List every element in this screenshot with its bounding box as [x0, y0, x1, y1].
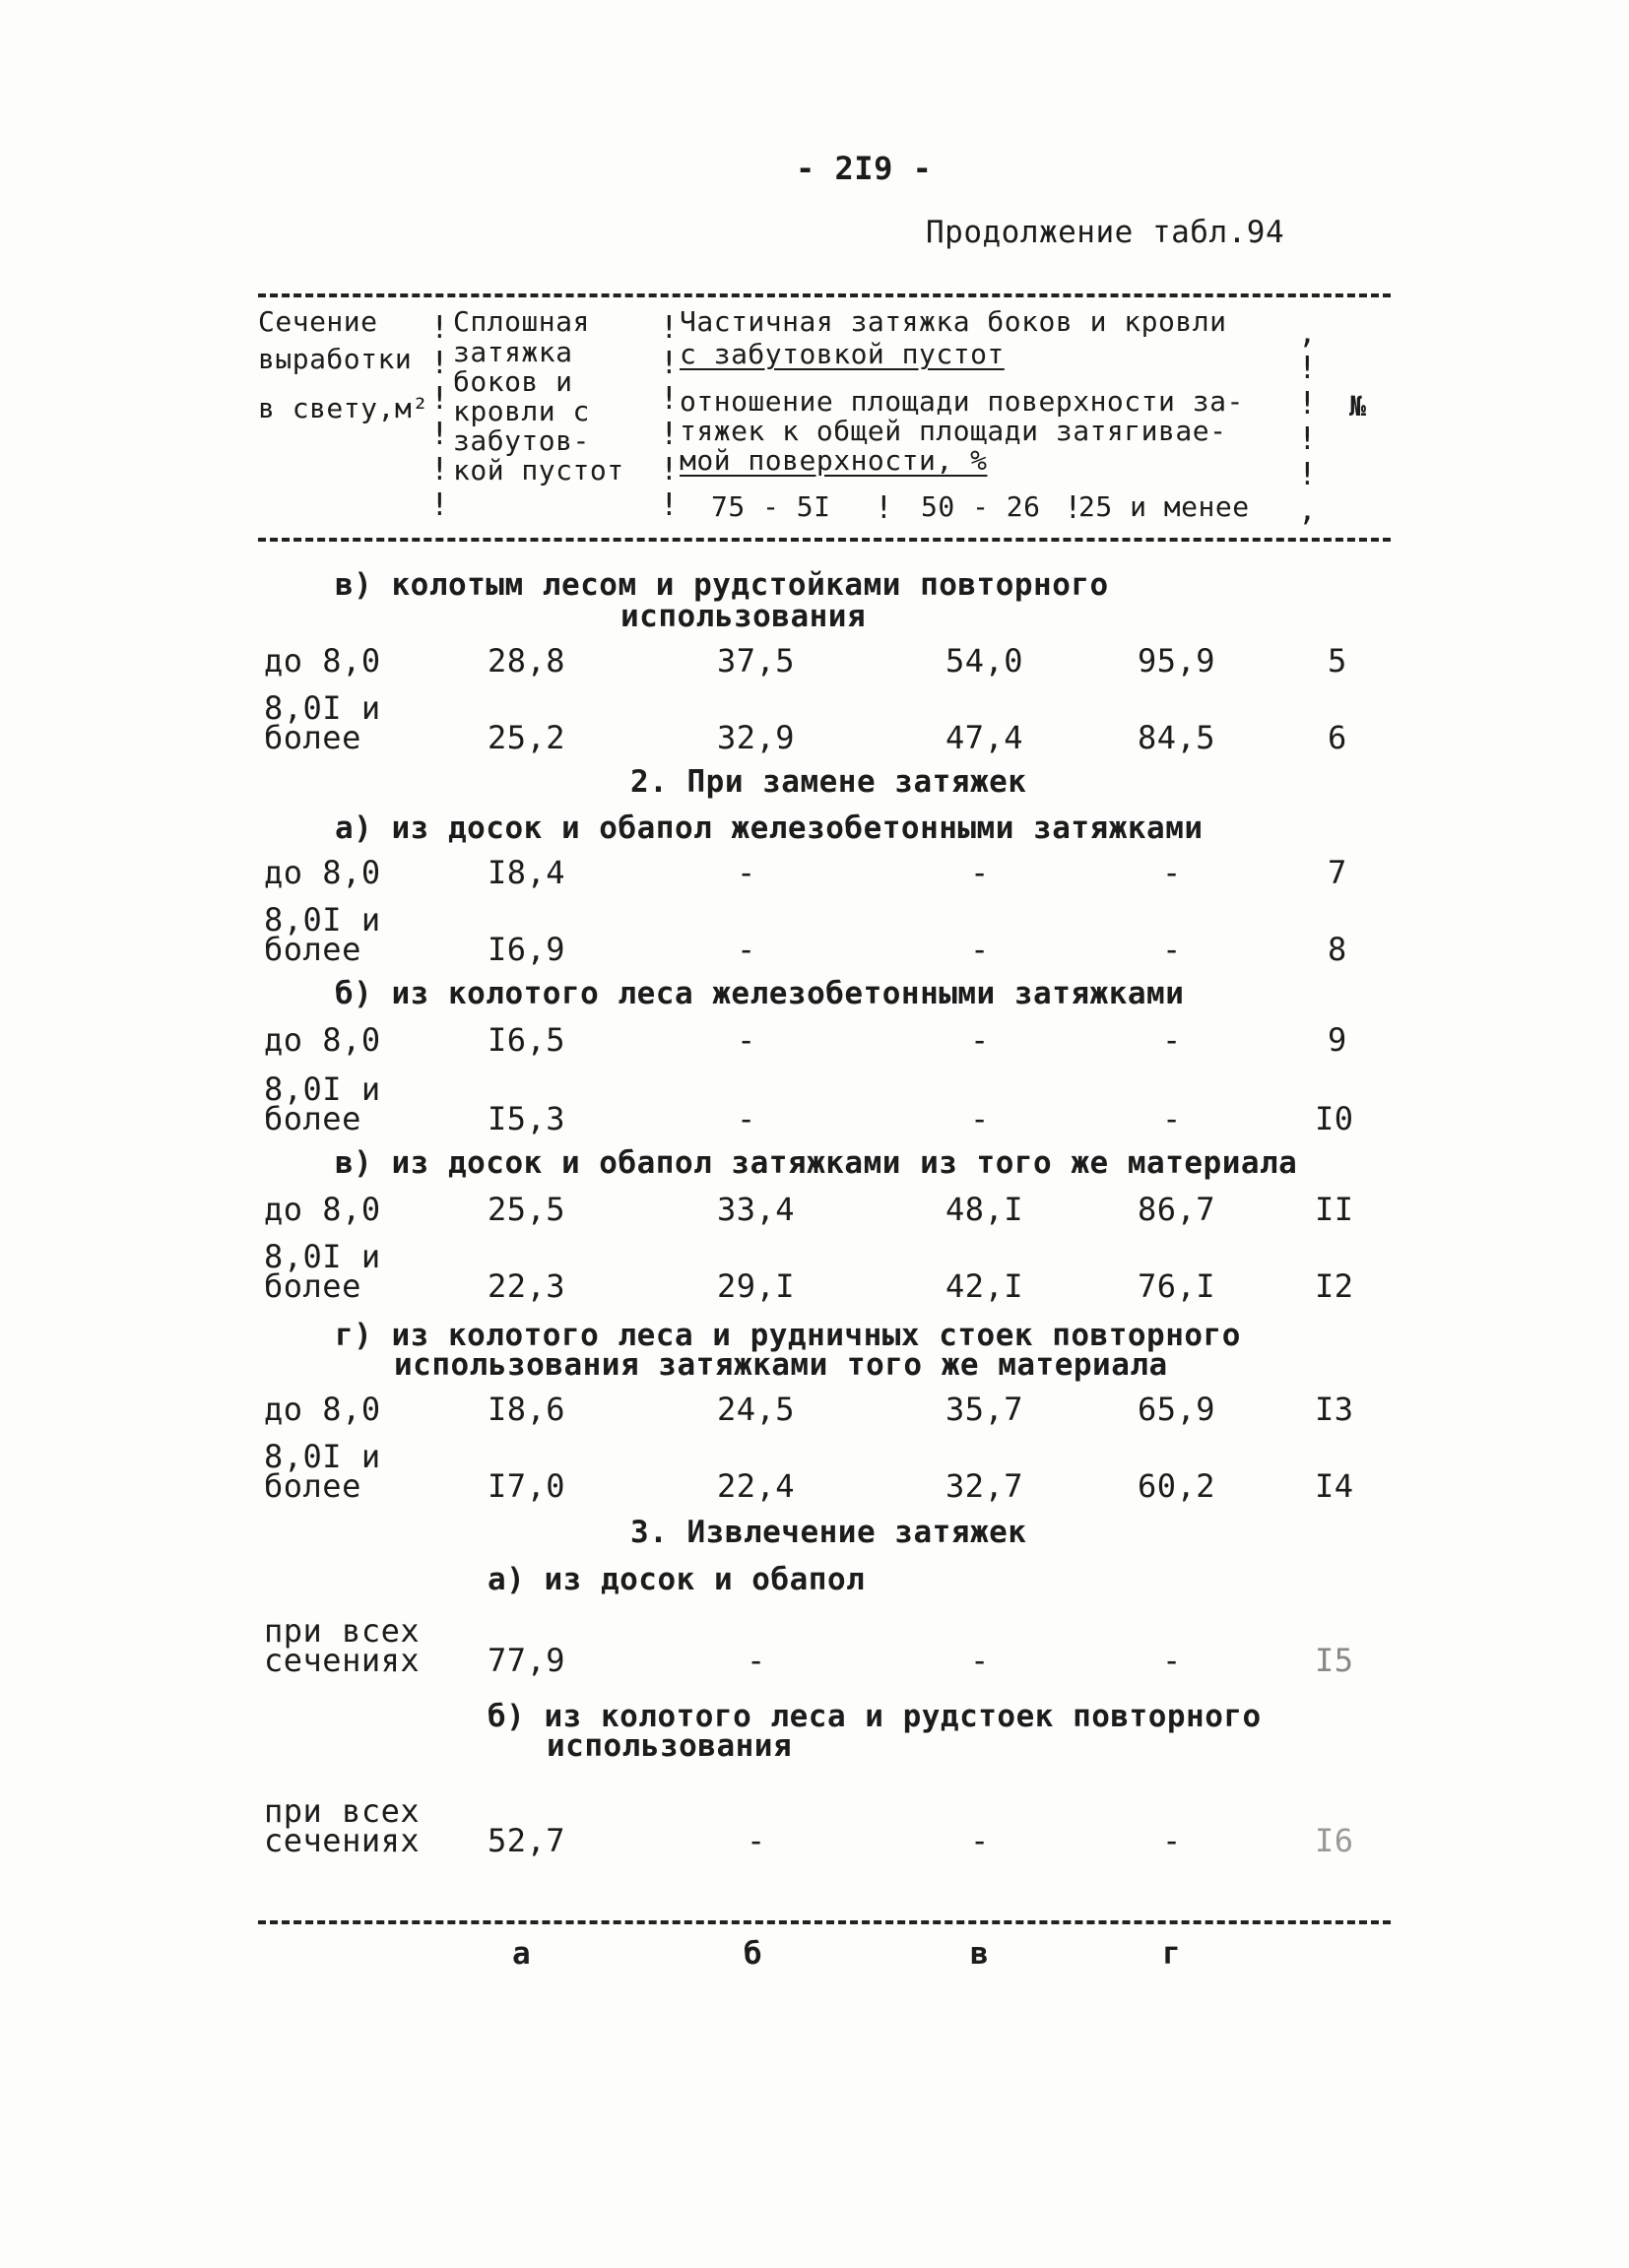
cell-50-26: -	[970, 931, 990, 968]
cell-25-less: -	[1162, 1100, 1182, 1137]
cell-50-26: -	[970, 1100, 990, 1137]
row-section-cont: сечениях	[264, 1642, 421, 1679]
cell-50-26: 54,0	[945, 642, 1024, 680]
cell-solid: 25,2	[488, 719, 566, 756]
cell-25-less: 60,2	[1138, 1467, 1216, 1505]
header-section-3: в свету,м²	[258, 392, 429, 424]
subheading-1-cont: использования	[620, 599, 867, 634]
row-section: при всех	[264, 1792, 421, 1830]
row-number: 9	[1328, 1021, 1347, 1059]
header-bar-band-1: !	[875, 490, 894, 526]
section-heading-2: 2. При замене затяжек	[630, 764, 1027, 800]
subheading-2b: б) из колотого леса железобетонными затяжками	[335, 976, 1185, 1011]
cell-75-51: 24,5	[717, 1391, 796, 1428]
subheading-2d: г) из колотого леса и рудничных стоек повторного	[335, 1318, 1241, 1353]
row-section-cont: более	[264, 1467, 361, 1505]
column-letter-b: б	[744, 1936, 763, 1972]
bottom-rule	[258, 1920, 1391, 1924]
cell-25-less: 84,5	[1138, 719, 1216, 756]
row-number: I4	[1315, 1467, 1354, 1505]
cell-75-51: 37,5	[717, 642, 796, 680]
header-bar-mid: ! ! ! ! ! !	[660, 310, 680, 523]
header-solid-2: затяжка	[453, 336, 573, 368]
cell-solid: I5,3	[488, 1100, 566, 1137]
cell-25-less: 65,9	[1138, 1391, 1216, 1428]
header-partial-title: Частичная затяжка боков и кровли	[680, 305, 1227, 338]
cell-50-26: -	[970, 1822, 990, 1859]
header-solid-1: Сплошная	[453, 305, 590, 338]
header-bar-right: , ! ! ! ! ,	[1298, 315, 1318, 528]
header-section-1: Сечение	[258, 305, 378, 338]
column-letter-v: в	[970, 1936, 990, 1972]
row-section-cont: более	[264, 1100, 361, 1137]
cell-50-26: -	[970, 1642, 990, 1679]
cell-75-51: -	[737, 1021, 756, 1059]
cell-50-26: 47,4	[945, 719, 1024, 756]
row-number: 5	[1328, 642, 1347, 680]
top-rule	[258, 293, 1391, 297]
cell-solid: 28,8	[488, 642, 566, 680]
cell-solid: 25,5	[488, 1191, 566, 1228]
header-solid-3: боков и	[453, 365, 573, 398]
header-solid-6: кой пустот	[453, 454, 624, 486]
cell-75-51: -	[747, 1822, 766, 1859]
row-section: 8,0I и	[264, 1238, 381, 1275]
subheading-2d-cont: использования затяжками того же материала	[394, 1347, 1168, 1383]
header-partial-title-2: с забутовкой пустот	[680, 338, 1005, 370]
row-section: 8,0I и	[264, 1438, 381, 1475]
row-number: 7	[1328, 854, 1347, 891]
page-number: - 2I9 -	[796, 150, 933, 187]
subheading-3a: а) из досок и обапол	[488, 1562, 866, 1597]
cell-75-51: 32,9	[717, 719, 796, 756]
column-letter-a: а	[512, 1936, 532, 1972]
row-section: до 8,0	[264, 1391, 381, 1428]
cell-25-less: -	[1162, 1021, 1182, 1059]
header-ratio-1: отношение площади поверхности за-	[680, 385, 1244, 418]
cell-50-26: -	[970, 1021, 990, 1059]
header-ratio-2: тяжек к общей площади затягивае-	[680, 415, 1227, 447]
cell-solid: 77,9	[488, 1642, 566, 1679]
header-row-number: №	[1349, 390, 1367, 422]
header-ratio-3: мой поверхности, %	[680, 444, 988, 477]
header-bar-band-2: !	[1064, 490, 1083, 526]
cell-75-51: -	[747, 1642, 766, 1679]
subheading-2a: а) из досок и обапол железобетонными затяжками	[335, 810, 1204, 846]
cell-solid: 22,3	[488, 1267, 566, 1305]
row-number: I3	[1315, 1391, 1354, 1428]
cell-75-51: -	[737, 854, 756, 891]
cell-50-26: 42,I	[945, 1267, 1024, 1305]
header-bar-left: ! ! ! ! ! !	[430, 310, 450, 523]
cell-75-51: -	[737, 931, 756, 968]
row-section: 8,0I и	[264, 1070, 381, 1108]
cell-solid: I6,9	[488, 931, 566, 968]
row-number: I0	[1315, 1100, 1354, 1137]
row-section: при всех	[264, 1612, 421, 1650]
subheading-3b: б) из колотого леса и рудстоек повторного	[488, 1699, 1262, 1734]
header-band-2: 50 - 26	[921, 490, 1041, 523]
row-section-cont: более	[264, 719, 361, 756]
row-section-cont: более	[264, 1267, 361, 1305]
cell-50-26: 48,I	[945, 1191, 1024, 1228]
row-number: II	[1315, 1191, 1354, 1228]
header-band-1: 75 - 5I	[711, 490, 831, 523]
header-section-2: выработки	[258, 343, 413, 375]
subheading-1: в) колотым лесом и рудстойками повторного	[335, 567, 1109, 603]
cell-50-26: -	[970, 854, 990, 891]
cell-solid: I8,4	[488, 854, 566, 891]
cell-solid: I7,0	[488, 1467, 566, 1505]
row-section-cont: сечениях	[264, 1822, 421, 1859]
section-heading-3: 3. Извлечение затяжек	[630, 1515, 1027, 1550]
row-section: до 8,0	[264, 854, 381, 891]
cell-solid: I8,6	[488, 1391, 566, 1428]
row-section: 8,0I и	[264, 901, 381, 939]
cell-25-less: -	[1162, 854, 1182, 891]
row-section-cont: более	[264, 931, 361, 968]
row-section: до 8,0	[264, 1191, 381, 1228]
subheading-2c: в) из досок и обапол затяжками из того же материала	[335, 1145, 1298, 1181]
header-solid-4: кровли с	[453, 395, 590, 427]
row-number: I6	[1315, 1822, 1354, 1859]
cell-25-less: -	[1162, 931, 1182, 968]
row-number: I5	[1315, 1642, 1354, 1679]
subheading-3b-cont: использования	[547, 1728, 793, 1764]
cell-25-less: 95,9	[1138, 642, 1216, 680]
header-solid-5: забутов-	[453, 424, 590, 457]
cell-75-51: 29,I	[717, 1267, 796, 1305]
row-number: I2	[1315, 1267, 1354, 1305]
cell-25-less: 86,7	[1138, 1191, 1216, 1228]
cell-25-less: -	[1162, 1642, 1182, 1679]
header-band-3: 25 и менее	[1078, 490, 1250, 523]
row-section: 8,0I и	[264, 689, 381, 727]
table-continuation: Продолжение табл.94	[926, 215, 1285, 250]
cell-50-26: 35,7	[945, 1391, 1024, 1428]
row-section: до 8,0	[264, 1021, 381, 1059]
column-letter-g: г	[1162, 1936, 1182, 1972]
cell-25-less: 76,I	[1138, 1267, 1216, 1305]
cell-25-less: -	[1162, 1822, 1182, 1859]
cell-75-51: 33,4	[717, 1191, 796, 1228]
row-section: до 8,0	[264, 642, 381, 680]
row-number: 6	[1328, 719, 1347, 756]
header-bottom-rule	[258, 538, 1391, 542]
cell-50-26: 32,7	[945, 1467, 1024, 1505]
cell-solid: I6,5	[488, 1021, 566, 1059]
row-number: 8	[1328, 931, 1347, 968]
cell-solid: 52,7	[488, 1822, 566, 1859]
cell-75-51: 22,4	[717, 1467, 796, 1505]
cell-75-51: -	[737, 1100, 756, 1137]
